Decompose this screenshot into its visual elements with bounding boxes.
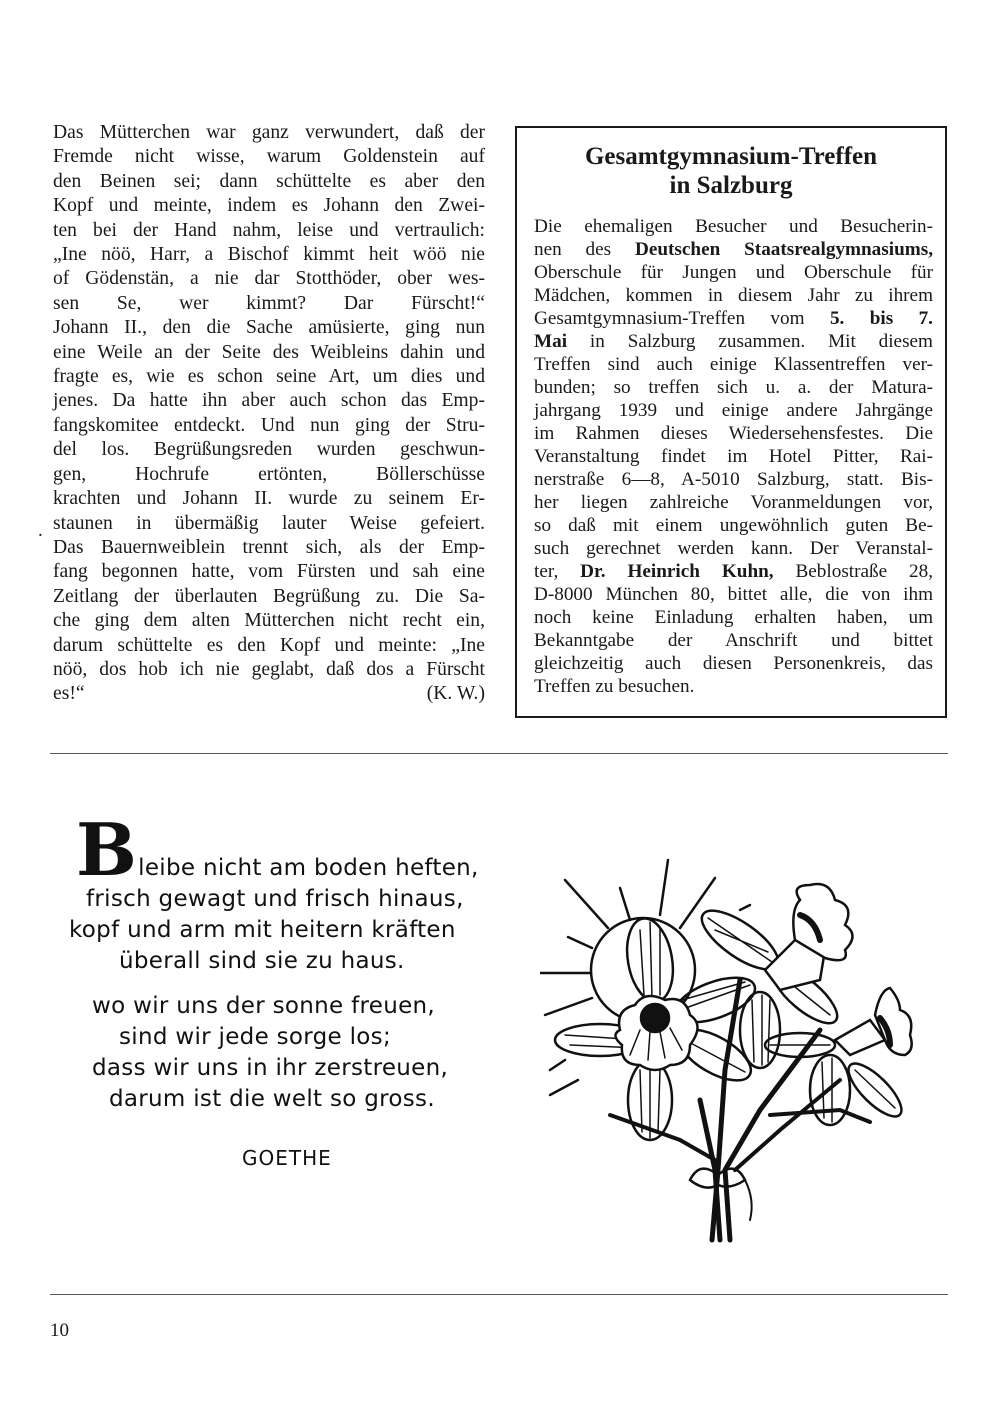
notice-body — [534, 215, 933, 698]
notice-line — [534, 583, 933, 606]
notice-line — [534, 307, 933, 330]
notice-line — [534, 399, 933, 422]
notice-text: in Salzburg zusammen. Mit diesem — [567, 331, 933, 352]
notice-line — [534, 445, 933, 468]
notice-line — [534, 330, 933, 353]
article-line: Fremde nicht wisse, warum Goldenstein auf — [53, 146, 485, 168]
article-line: del los. Begrüßungsreden wurden geschwun- — [53, 439, 485, 461]
stray-print-mark: . — [38, 520, 43, 541]
notice-text: Gesamtgymnasium-Treffen vom — [534, 308, 830, 329]
notice-line — [534, 606, 933, 629]
notice-line — [534, 261, 933, 284]
notice-text: Treffen sind auch einige Klassentreffen ver- — [534, 354, 933, 375]
poem-line — [62, 807, 532, 892]
article-line: Das Bauernweiblein trennt sich, als der Emp- — [53, 536, 485, 558]
poem-line-text: leibe nicht am boden heften, — [138, 855, 479, 881]
notice-text: im Rahmen dieses Wiedersehensfestes. Die — [534, 423, 933, 444]
article-line: fangskomitee entdeckt. Und nun ging der Stru- — [53, 414, 485, 436]
article-line: of Gödenstän, a nie dar Stotthöder, ober wes- — [53, 268, 485, 290]
poem-line: frisch gewagt und frisch hinaus, — [86, 886, 464, 912]
notice-text: Treffen zu besuchen. — [534, 676, 695, 697]
notice-text: Veranstaltung findet im Hotel Pitter, Rai- — [534, 446, 933, 467]
article-signature: (K. W.) — [426, 683, 485, 705]
article-line: den Beinen sei; dann schüttelte es aber den — [53, 170, 485, 192]
page-number: 10 — [50, 1320, 69, 1341]
notice-title-line-1: Gesamtgymnasium-Treffen — [584, 143, 878, 170]
notice-line — [534, 560, 933, 583]
article-line: gen, Hochrufe ertönten, Böllerschüsse — [53, 463, 485, 485]
notice-line — [534, 238, 933, 261]
article-line: darum schüttelte es den Kopf und meinte: „Ine — [53, 634, 485, 656]
article-line: „Ine nöö, Harr, a Bischof kimmt heit wöö nie — [53, 244, 485, 266]
notice-line — [534, 284, 933, 307]
notice-text: Bekanntgabe der Anschrift und bittet — [534, 630, 933, 651]
notice-line — [534, 491, 933, 514]
notice-line — [534, 652, 933, 675]
article-line: eine Weile an der Seite des Weibleins dahin und — [53, 341, 485, 363]
notice-line — [534, 353, 933, 376]
article-line: sen Se, wer kimmt? Dar Fürscht!“ — [53, 292, 485, 314]
notice-emphasis: Mai — [534, 331, 568, 352]
notice-emphasis: Deutschen Staatsrealgymnasiums, — [635, 239, 933, 260]
notice-text: Die ehemaligen Besucher und Besucherin- — [534, 216, 933, 237]
notice-emphasis: Dr. Heinrich Kuhn, — [580, 561, 774, 582]
notice-text: so daß mit einem ungewöhnlich guten Be- — [534, 515, 933, 536]
drop-cap-initial: B — [76, 807, 138, 892]
article-line: Zeitlang der überlauten Begrüßung zu. Die Sa- — [53, 585, 485, 607]
notice-text: noch keine Einladung erhalten haben, um — [534, 607, 933, 628]
article-line: Johann II., den die Sache amüsierte, ging nun — [53, 317, 485, 339]
notice-line — [534, 215, 933, 238]
notice-text: her liegen zahlreiche Voranmeldungen vor, — [534, 492, 933, 513]
daffodil-bouquet-illustration — [540, 840, 960, 1250]
notice-text: gleichzeitig auch diesen Personenkreis, das — [534, 653, 933, 674]
article-left-column — [53, 121, 485, 707]
article-body — [53, 121, 485, 682]
notice-line — [534, 629, 933, 652]
notice-title — [517, 142, 945, 200]
notice-title-line-2: in Salzburg — [669, 172, 793, 199]
poem-author: GOETHE — [242, 1146, 332, 1170]
notice-text: Beblostraße 28, — [773, 561, 934, 582]
article-line: fang begonnen hatte, vom Fürsten und sah eine — [53, 561, 485, 583]
notice-text: nerstraße 6—8, A-5010 Salzburg, statt. Bis- — [534, 469, 933, 490]
poem-line: überall sind sie zu haus. — [119, 948, 405, 974]
poem-line: dass wir uns in ihr zerstreuen, — [92, 1055, 449, 1081]
notice-emphasis: 5. bis 7. — [829, 308, 933, 329]
notice-text: such gerechnet werden kann. Der Veranstal- — [534, 538, 933, 559]
article-line: ten bei der Hand nahm, leise und vertraulich: — [53, 219, 485, 241]
article-line: staunen in übermäßig lauter Weise gefeiert. — [53, 512, 485, 534]
notice-line — [534, 514, 933, 537]
notice-text: Oberschule für Jungen und Oberschule für — [534, 262, 933, 283]
notice-line — [534, 468, 933, 491]
daffodil-bouquet-icon — [540, 840, 960, 1250]
article-line: nöö, dos hob ich nie geglabt, daß dos a Fürscht — [53, 658, 485, 680]
article-line: fragte es, wie es schon seine Art, um dies und — [53, 366, 485, 388]
article-closing-line — [53, 682, 485, 706]
poem-line: kopf und arm mit heitern kräften — [69, 917, 456, 943]
poem-line: wo wir uns der sonne freuen, — [92, 993, 436, 1019]
notice-text: jahrgang 1939 und einige andere Jahrgänge — [534, 400, 933, 421]
poem-line: darum ist die welt so gross. — [109, 1086, 435, 1112]
article-line: Kopf und meinte, indem es Johann den Zwei- — [53, 195, 485, 217]
notice-box — [515, 126, 947, 718]
notice-text: D-8000 München 80, bittet alle, die von ihm — [534, 584, 933, 605]
notice-line — [534, 422, 933, 445]
article-line: Das Mütterchen war ganz verwundert, daß der — [53, 122, 485, 143]
article-line: jenes. Da hatte ihn aber auch schon das Emp- — [53, 390, 485, 412]
poem-stanza-1 — [62, 807, 532, 977]
notice-text: ter, — [534, 561, 581, 582]
notice-line — [534, 376, 933, 399]
notice-text: Mädchen, kommen in diesem Jahr zu ihrem — [534, 285, 933, 306]
article-line: krachten und Johann II. wurde zu seinem Er- — [53, 488, 485, 510]
horizontal-divider-bottom — [50, 1294, 948, 1295]
poem-line: sind wir jede sorge los; — [119, 1024, 391, 1050]
poem-stanza-2 — [62, 991, 532, 1115]
notice-line — [534, 537, 933, 560]
article-last-line: es!“ — [53, 683, 85, 705]
notice-text: bunden; so treffen sich u. a. der Matura- — [534, 377, 933, 398]
article-line: che ging dem alten Mütterchen nicht recht ein, — [53, 610, 485, 632]
notice-text: nen des — [534, 239, 635, 260]
calligraphy-poem — [62, 807, 532, 1174]
horizontal-divider-top — [50, 753, 948, 754]
notice-line — [534, 675, 933, 698]
